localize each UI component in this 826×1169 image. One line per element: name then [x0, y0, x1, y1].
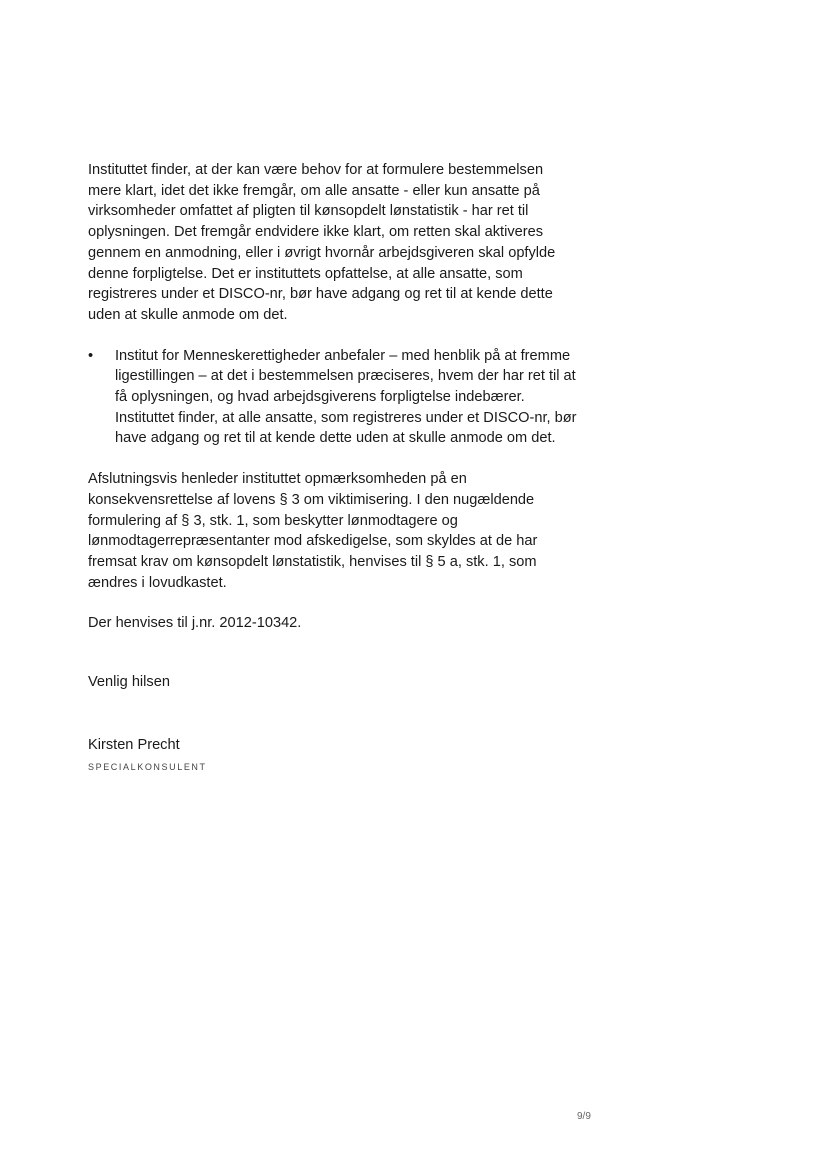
case-reference: Der henvises til j.nr. 2012-10342. — [88, 615, 302, 632]
paragraph-position: Instituttet finder, at der kan være behov for at formulere bestemmelsen mere klart, idet det ikke fremgår, om alle ansatte - eller kun ansatte på virksomheder omfattet af pligten til kønsopdelt lønstatistik - har ret til oplysningen. Det fremgår endvidere ikke klart, om retten skal aktiveres gennem en anmodning, eller i øvrigt hvornår arbejdsgiveren skal opfylde denne forpligtelse. Det er instituttets opfattelse, at alle ansatte, som registreres under et DISCO-nr, bør have adgang og ret til at kende dette uden at skulle anmode om det. — [88, 162, 556, 323]
recommendation-bullet — [88, 346, 580, 450]
page-number: 9/9 — [577, 1111, 591, 1122]
signer-title: SPECIALKONSULENT — [88, 762, 207, 773]
recommendation-text: Institut for Menneskerettigheder anbefaler – med henblik på at fremme ligestillingen – at det i bestemmelsen præciseres, hvem der har ret til at få oplysningen, og hvad arbejdsgiverens forpligtelse indebærer. Instituttet finder, at alle ansatte, som registreres under et DISCO-nr, bør have adgang og ret til at kende dette uden at skulle anmode om det. — [115, 347, 577, 447]
bullet-icon: • — [88, 347, 94, 364]
signer-name: Kirsten Precht — [88, 736, 180, 753]
letter-body — [88, 160, 580, 778]
paragraph-consequential-amendment: Afslutningsvis henleder instituttet opmærksomheden på en konsekvensrettelse af lovens § 3 om viktimisering. I den nugældende formulering af § 3, stk. 1, som beskytter lønmodtagere og lønmodtagerrepræsentanter mod afskedigelse, som skyldes at de har fremsat krav om kønsopdelt lønstatistik, henvises til § 5 a, stk. 1, som ændres i lovudkastet. — [88, 471, 538, 591]
closing-greeting: Venlig hilsen — [88, 674, 170, 691]
